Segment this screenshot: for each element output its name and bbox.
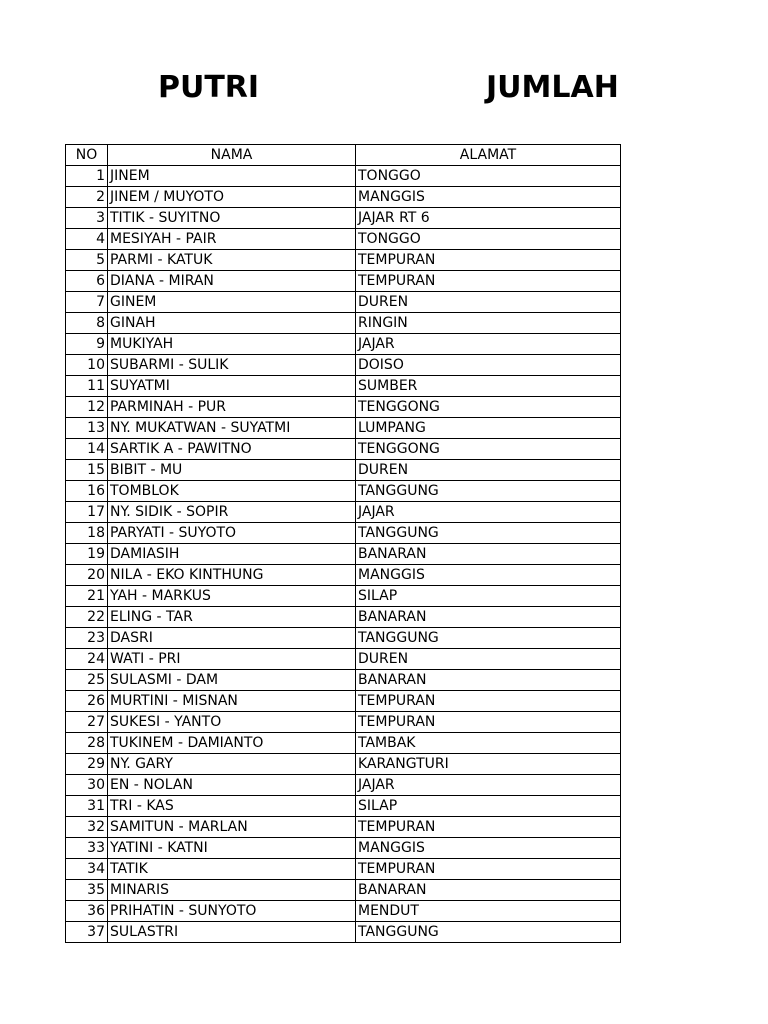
name-cell: WATI - PRI	[108, 649, 356, 670]
column-header-nama: NAMA	[108, 145, 356, 166]
table-row	[66, 565, 621, 586]
name-cell: MESIYAH - PAIR	[108, 229, 356, 250]
name-cell: SUKESI - YANTO	[108, 712, 356, 733]
address-cell: TEMPURAN	[356, 271, 621, 292]
row-number-cell: 1	[66, 166, 108, 187]
table-body	[66, 166, 621, 943]
row-number-cell: 31	[66, 796, 108, 817]
name-cell: JINEM	[108, 166, 356, 187]
row-number-cell: 6	[66, 271, 108, 292]
table-row	[66, 691, 621, 712]
row-number-cell: 12	[66, 397, 108, 418]
member-table	[65, 144, 621, 943]
row-number-cell: 21	[66, 586, 108, 607]
address-cell: TENGGONG	[356, 397, 621, 418]
address-cell: MANGGIS	[356, 565, 621, 586]
address-cell: TANGGUNG	[356, 523, 621, 544]
address-cell: DUREN	[356, 292, 621, 313]
address-cell: RINGIN	[356, 313, 621, 334]
row-number-cell: 29	[66, 754, 108, 775]
address-cell: SUMBER	[356, 376, 621, 397]
column-header-alamat: ALAMAT	[356, 145, 621, 166]
name-cell: EN - NOLAN	[108, 775, 356, 796]
address-cell: JAJAR	[356, 775, 621, 796]
address-cell: TANGGUNG	[356, 481, 621, 502]
table-row	[66, 229, 621, 250]
table-header	[66, 145, 621, 166]
name-cell: NY. MUKATWAN - SUYATMI	[108, 418, 356, 439]
name-cell: PARMINAH - PUR	[108, 397, 356, 418]
table-row	[66, 376, 621, 397]
name-cell: PARMI - KATUK	[108, 250, 356, 271]
name-cell: SARTIK A - PAWITNO	[108, 439, 356, 460]
name-cell: ELING - TAR	[108, 607, 356, 628]
row-number-cell: 5	[66, 250, 108, 271]
name-cell: NILA - EKO KINTHUNG	[108, 565, 356, 586]
address-cell: KARANGTURI	[356, 754, 621, 775]
name-cell: SAMITUN - MARLAN	[108, 817, 356, 838]
table-row	[66, 859, 621, 880]
header-row	[66, 145, 621, 166]
table-row	[66, 292, 621, 313]
row-number-cell: 35	[66, 880, 108, 901]
table-row	[66, 670, 621, 691]
table-row	[66, 817, 621, 838]
name-cell: PARYATI - SUYOTO	[108, 523, 356, 544]
name-cell: MURTINI - MISNAN	[108, 691, 356, 712]
name-cell: SUBARMI - SULIK	[108, 355, 356, 376]
name-cell: TOMBLOK	[108, 481, 356, 502]
address-cell: TEMPURAN	[356, 250, 621, 271]
name-cell: SULASMI - DAM	[108, 670, 356, 691]
table-row	[66, 271, 621, 292]
row-number-cell: 30	[66, 775, 108, 796]
row-number-cell: 15	[66, 460, 108, 481]
address-cell: TEMPURAN	[356, 817, 621, 838]
row-number-cell: 36	[66, 901, 108, 922]
row-number-cell: 25	[66, 670, 108, 691]
row-number-cell: 22	[66, 607, 108, 628]
row-number-cell: 14	[66, 439, 108, 460]
address-cell: BANARAN	[356, 670, 621, 691]
address-cell: TEMPURAN	[356, 691, 621, 712]
row-number-cell: 7	[66, 292, 108, 313]
address-cell: MANGGIS	[356, 838, 621, 859]
address-cell: SILAP	[356, 586, 621, 607]
name-cell: SUYATMI	[108, 376, 356, 397]
name-cell: DAMIASIH	[108, 544, 356, 565]
table-row	[66, 628, 621, 649]
row-number-cell: 9	[66, 334, 108, 355]
name-cell: DASRI	[108, 628, 356, 649]
row-number-cell: 23	[66, 628, 108, 649]
table-row	[66, 439, 621, 460]
table-row	[66, 481, 621, 502]
name-cell: TITIK - SUYITNO	[108, 208, 356, 229]
address-cell: JAJAR	[356, 502, 621, 523]
row-number-cell: 16	[66, 481, 108, 502]
name-cell: NY. SIDIK - SOPIR	[108, 502, 356, 523]
name-cell: MINARIS	[108, 880, 356, 901]
name-cell: MUKIYAH	[108, 334, 356, 355]
name-cell: TATIK	[108, 859, 356, 880]
table-row	[66, 796, 621, 817]
name-cell: GINAH	[108, 313, 356, 334]
table-row	[66, 250, 621, 271]
address-cell: DUREN	[356, 460, 621, 481]
name-cell: PRIHATIN - SUNYOTO	[108, 901, 356, 922]
address-cell: JAJAR RT 6	[356, 208, 621, 229]
table-row	[66, 460, 621, 481]
address-cell: MANGGIS	[356, 187, 621, 208]
row-number-cell: 19	[66, 544, 108, 565]
name-cell: NY. GARY	[108, 754, 356, 775]
row-number-cell: 18	[66, 523, 108, 544]
table-row	[66, 922, 621, 943]
table-row	[66, 355, 621, 376]
table-row	[66, 880, 621, 901]
name-cell: TUKINEM - DAMIANTO	[108, 733, 356, 754]
address-cell: BANARAN	[356, 607, 621, 628]
table-row	[66, 733, 621, 754]
row-number-cell: 20	[66, 565, 108, 586]
address-cell: SILAP	[356, 796, 621, 817]
name-cell: BIBIT - MU	[108, 460, 356, 481]
table-row	[66, 397, 621, 418]
table-row	[66, 586, 621, 607]
column-header-no: NO	[66, 145, 108, 166]
table-row	[66, 775, 621, 796]
row-number-cell: 33	[66, 838, 108, 859]
table-row	[66, 334, 621, 355]
address-cell: TONGGO	[356, 229, 621, 250]
address-cell: JAJAR	[356, 334, 621, 355]
address-cell: TENGGONG	[356, 439, 621, 460]
table-row	[66, 901, 621, 922]
table-row	[66, 754, 621, 775]
table-row	[66, 523, 621, 544]
row-number-cell: 13	[66, 418, 108, 439]
row-number-cell: 11	[66, 376, 108, 397]
row-number-cell: 34	[66, 859, 108, 880]
row-number-cell: 3	[66, 208, 108, 229]
table-row	[66, 502, 621, 523]
title-putri: PUTRI	[158, 70, 260, 105]
name-cell: SULASTRI	[108, 922, 356, 943]
name-cell: DIANA - MIRAN	[108, 271, 356, 292]
address-cell: TONGGO	[356, 166, 621, 187]
row-number-cell: 27	[66, 712, 108, 733]
table-row	[66, 712, 621, 733]
table-row	[66, 208, 621, 229]
name-cell: JINEM / MUYOTO	[108, 187, 356, 208]
address-cell: TANGGUNG	[356, 922, 621, 943]
row-number-cell: 4	[66, 229, 108, 250]
title-jumlah: JUMLAH	[486, 70, 619, 105]
name-cell: YAH - MARKUS	[108, 586, 356, 607]
address-cell: BANARAN	[356, 544, 621, 565]
row-number-cell: 8	[66, 313, 108, 334]
table-row	[66, 418, 621, 439]
row-number-cell: 32	[66, 817, 108, 838]
address-cell: TEMPURAN	[356, 712, 621, 733]
name-cell: TRI - KAS	[108, 796, 356, 817]
table-row	[66, 187, 621, 208]
table-row	[66, 838, 621, 859]
name-cell: YATINI - KATNI	[108, 838, 356, 859]
row-number-cell: 24	[66, 649, 108, 670]
table-row	[66, 166, 621, 187]
address-cell: TEMPURAN	[356, 859, 621, 880]
address-cell: LUMPANG	[356, 418, 621, 439]
row-number-cell: 28	[66, 733, 108, 754]
address-cell: TAMBAK	[356, 733, 621, 754]
table-row	[66, 544, 621, 565]
table-row	[66, 313, 621, 334]
row-number-cell: 37	[66, 922, 108, 943]
address-cell: BANARAN	[356, 880, 621, 901]
address-cell: MENDUT	[356, 901, 621, 922]
address-cell: TANGGUNG	[356, 628, 621, 649]
address-cell: DOISO	[356, 355, 621, 376]
table-row	[66, 649, 621, 670]
name-cell: GINEM	[108, 292, 356, 313]
address-cell: DUREN	[356, 649, 621, 670]
row-number-cell: 10	[66, 355, 108, 376]
table-row	[66, 607, 621, 628]
row-number-cell: 17	[66, 502, 108, 523]
row-number-cell: 26	[66, 691, 108, 712]
row-number-cell: 2	[66, 187, 108, 208]
